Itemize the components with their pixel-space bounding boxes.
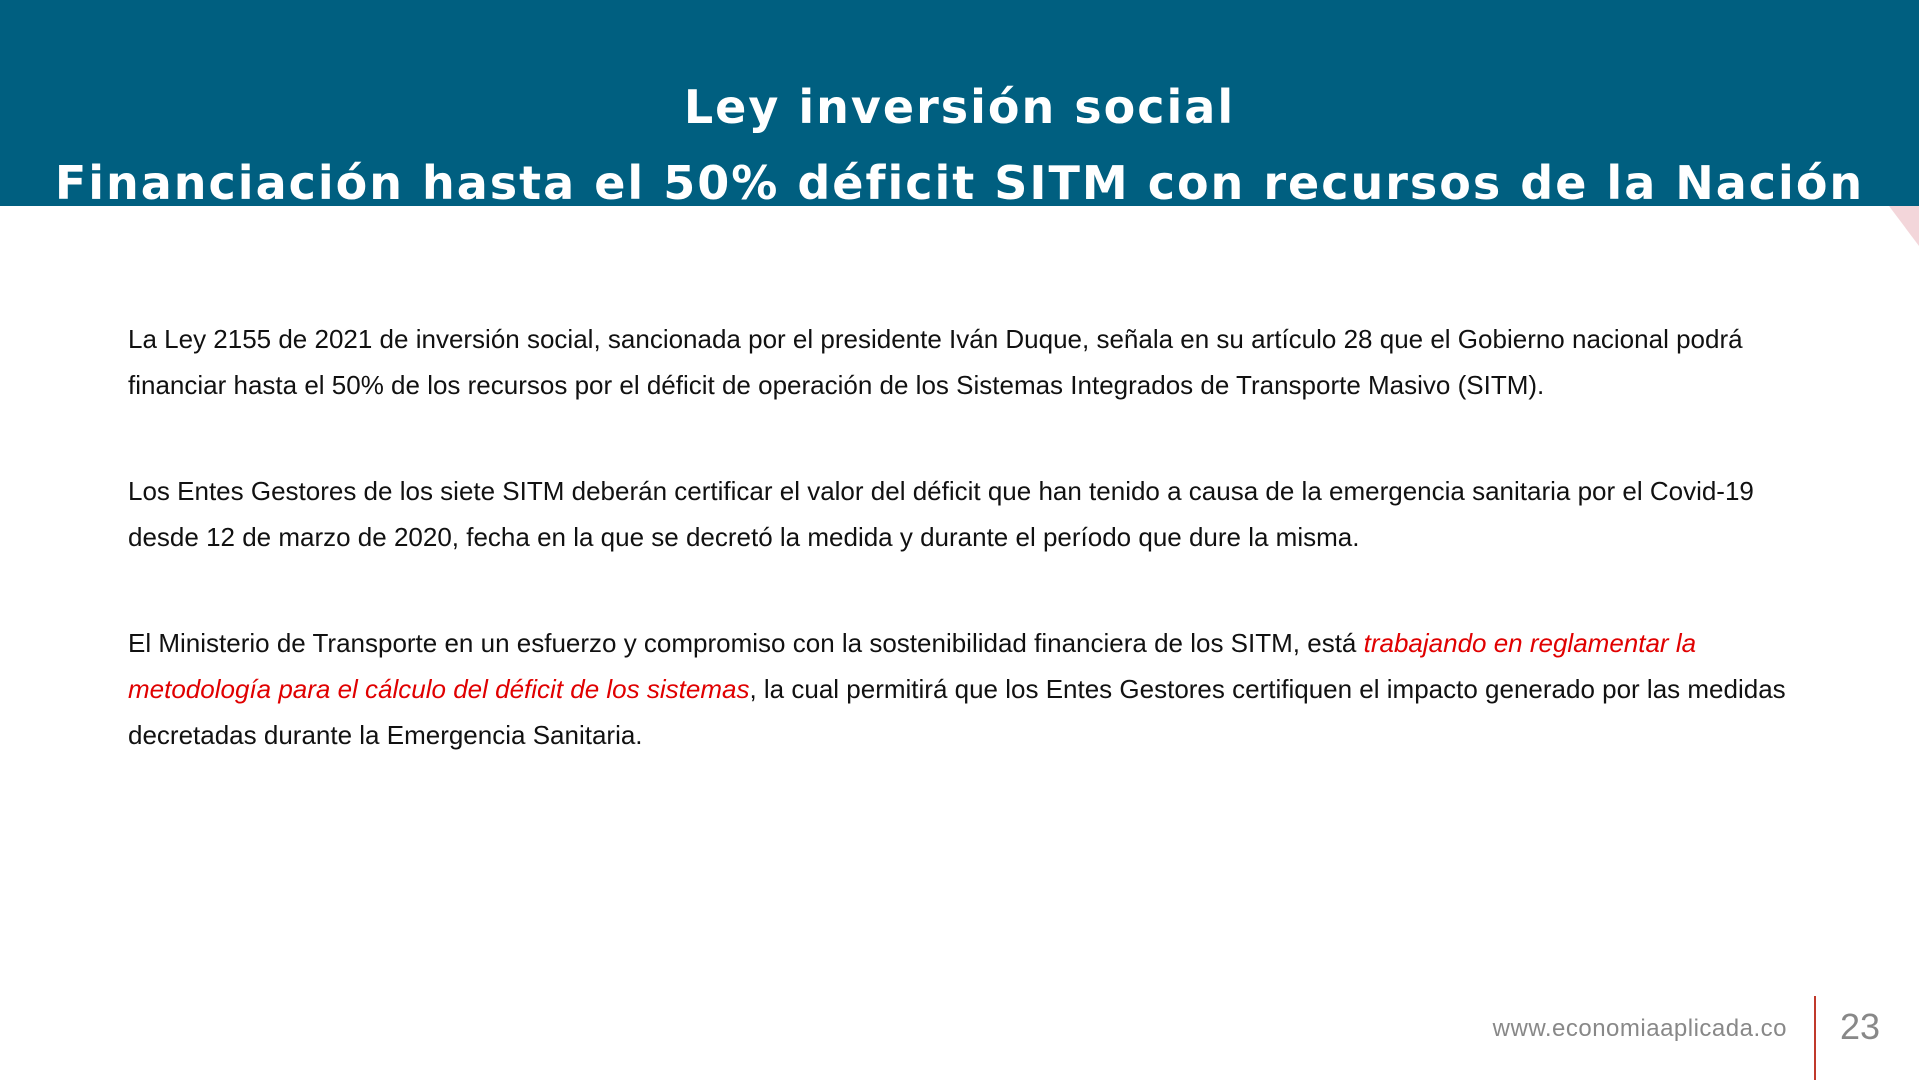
paragraph-2: Los Entes Gestores de los siete SITM deberán certificar el valor del déficit que han tenido a causa de la emergencia sanitaria por el Covid-19 desde 12 de marzo de 2020, fecha en la que se decretó la medida y durante el período que dure la misma. — [128, 476, 1754, 552]
paragraph-3-highlight: trabajando en reglamentar la metodología para el cálculo del déficit de los sistemas — [128, 628, 1697, 704]
title-line-2: Financiación hasta el 50% déficit SITM con recursos de la Nación — [54, 156, 1865, 210]
paragraph-1: La Ley 2155 de 2021 de inversión social, sancionada por el presidente Iván Duque, señala en su artículo 28 que el Gobierno nacional podrá financiar hasta el 50% de los recursos por el déficit de operación de los Sistemas Integrados de Transporte Masivo (SITM). — [128, 324, 1743, 400]
page-number: 23 — [1840, 1006, 1881, 1047]
paragraph-3-end: , la cual permitirá que los Entes Gestores certifiquen el impacto generado por las medidas decretadas durante la Emergencia Sanitaria. — [128, 674, 1786, 750]
slide-content — [128, 316, 1788, 818]
footer-website: www.economiaaplicada.co — [1492, 1015, 1787, 1042]
paragraph-3 — [128, 620, 1788, 758]
title-line-1: Ley inversión social — [683, 80, 1236, 134]
footer-divider — [1814, 996, 1816, 1080]
paragraph-3-start: El Ministerio de Transporte en un esfuerzo y compromiso con la sostenibilidad financiera de los SITM, está — [128, 628, 1364, 658]
slide-title — [0, 74, 1919, 214]
